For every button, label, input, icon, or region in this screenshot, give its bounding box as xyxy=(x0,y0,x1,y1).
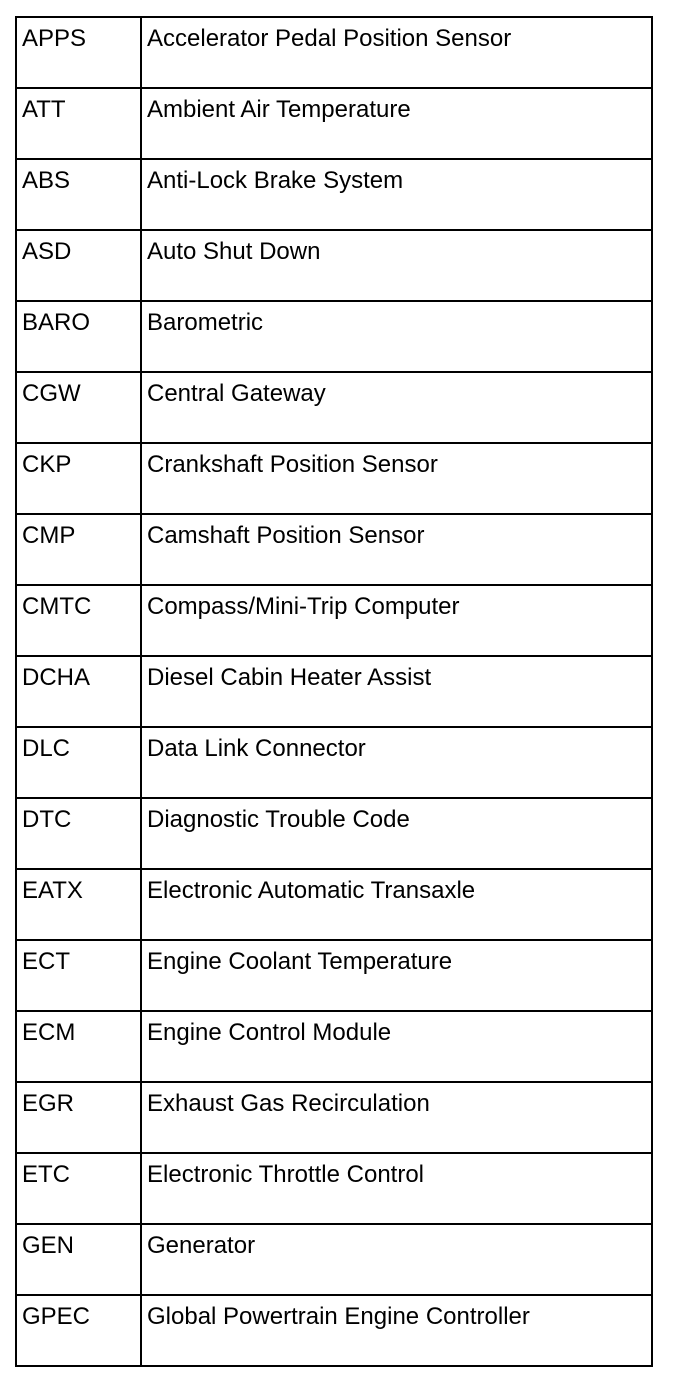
meaning-cell: Data Link Connector xyxy=(141,727,652,798)
table-row xyxy=(16,88,652,159)
meaning-cell: Exhaust Gas Recirculation xyxy=(141,1082,652,1153)
table-row xyxy=(16,585,652,656)
abbreviation-cell: APPS xyxy=(16,17,141,88)
abbreviation-cell: EATX xyxy=(16,869,141,940)
abbreviation-cell: ABS xyxy=(16,159,141,230)
meaning-cell: Camshaft Position Sensor xyxy=(141,514,652,585)
abbreviation-cell: CKP xyxy=(16,443,141,514)
table-row xyxy=(16,159,652,230)
meaning-cell: Electronic Throttle Control xyxy=(141,1153,652,1224)
abbreviation-cell: ECM xyxy=(16,1011,141,1082)
table-row xyxy=(16,940,652,1011)
abbreviation-cell: ETC xyxy=(16,1153,141,1224)
meaning-cell: Generator xyxy=(141,1224,652,1295)
abbreviation-cell: GPEC xyxy=(16,1295,141,1366)
abbreviation-cell: ECT xyxy=(16,940,141,1011)
abbreviation-cell: CGW xyxy=(16,372,141,443)
meaning-cell: Diagnostic Trouble Code xyxy=(141,798,652,869)
table-row xyxy=(16,1082,652,1153)
abbreviation-cell: CMP xyxy=(16,514,141,585)
table-row xyxy=(16,798,652,869)
meaning-cell: Compass/Mini-Trip Computer xyxy=(141,585,652,656)
meaning-cell: Accelerator Pedal Position Sensor xyxy=(141,17,652,88)
meaning-cell: Global Powertrain Engine Controller xyxy=(141,1295,652,1366)
abbreviation-cell: ASD xyxy=(16,230,141,301)
table-row xyxy=(16,230,652,301)
abbreviation-cell: DCHA xyxy=(16,656,141,727)
table-row xyxy=(16,1011,652,1082)
abbreviation-cell: DLC xyxy=(16,727,141,798)
meaning-cell: Barometric xyxy=(141,301,652,372)
abbreviation-cell: CMTC xyxy=(16,585,141,656)
table-row xyxy=(16,656,652,727)
meaning-cell: Anti-Lock Brake System xyxy=(141,159,652,230)
abbreviation-cell: DTC xyxy=(16,798,141,869)
meaning-cell: Engine Control Module xyxy=(141,1011,652,1082)
meaning-cell: Central Gateway xyxy=(141,372,652,443)
table-row xyxy=(16,301,652,372)
table-row xyxy=(16,372,652,443)
table-row xyxy=(16,17,652,88)
abbreviation-cell: EGR xyxy=(16,1082,141,1153)
meaning-cell: Crankshaft Position Sensor xyxy=(141,443,652,514)
table-row xyxy=(16,727,652,798)
table-row xyxy=(16,514,652,585)
abbreviation-cell: GEN xyxy=(16,1224,141,1295)
abbreviation-table xyxy=(15,16,653,1367)
meaning-cell: Diesel Cabin Heater Assist xyxy=(141,656,652,727)
meaning-cell: Ambient Air Temperature xyxy=(141,88,652,159)
abbreviation-cell: ATT xyxy=(16,88,141,159)
meaning-cell: Auto Shut Down xyxy=(141,230,652,301)
table-row xyxy=(16,1295,652,1366)
table-row xyxy=(16,869,652,940)
table-row xyxy=(16,1153,652,1224)
table-row xyxy=(16,1224,652,1295)
table-row xyxy=(16,443,652,514)
meaning-cell: Electronic Automatic Transaxle xyxy=(141,869,652,940)
abbreviation-cell: BARO xyxy=(16,301,141,372)
meaning-cell: Engine Coolant Temperature xyxy=(141,940,652,1011)
